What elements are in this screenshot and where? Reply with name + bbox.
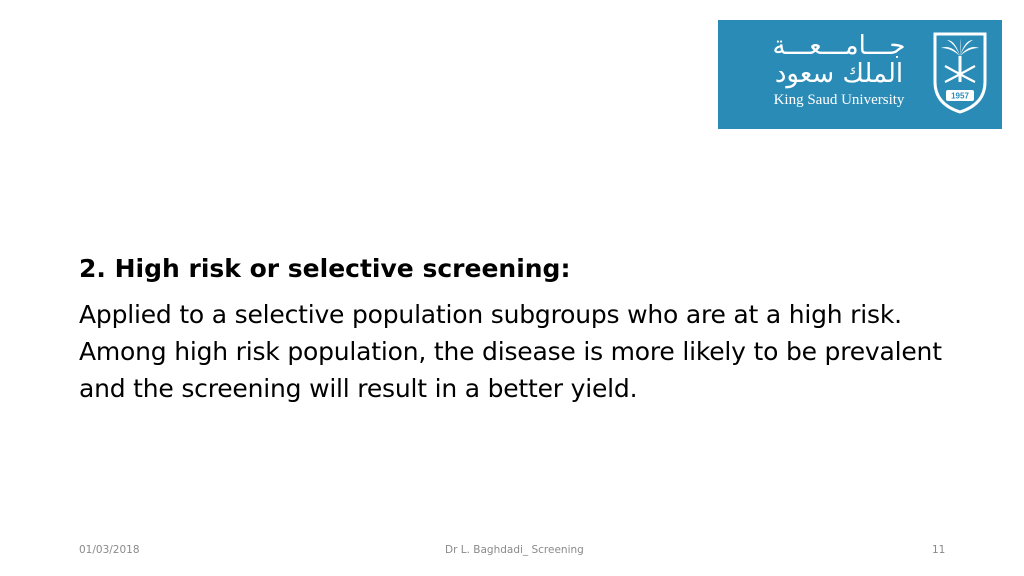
logo-year: 1957 bbox=[951, 91, 969, 101]
logo-english-text: King Saud University bbox=[773, 92, 905, 108]
palm-swords-emblem-icon bbox=[931, 30, 989, 114]
logo-arabic-line1: جـــامـــعـــة bbox=[772, 31, 906, 61]
logo-arabic-line2: الملك سعود bbox=[774, 59, 904, 89]
slide-body-text: Applied to a selective population subgroups who are at a high risk. Among high risk population, the disease is more likely to be prevalent and the screening will result in a better yield. bbox=[79, 300, 942, 403]
slide-content bbox=[79, 250, 959, 407]
university-logo bbox=[718, 20, 1002, 129]
footer-date: 01/03/2018 bbox=[79, 544, 140, 556]
footer-author: Dr L. Baghdadi_ Screening bbox=[445, 544, 584, 556]
slide-heading: 2. High risk or selective screening: bbox=[79, 254, 571, 283]
logo-arabic-text bbox=[754, 32, 924, 88]
footer-page-number: 11 bbox=[932, 544, 946, 556]
